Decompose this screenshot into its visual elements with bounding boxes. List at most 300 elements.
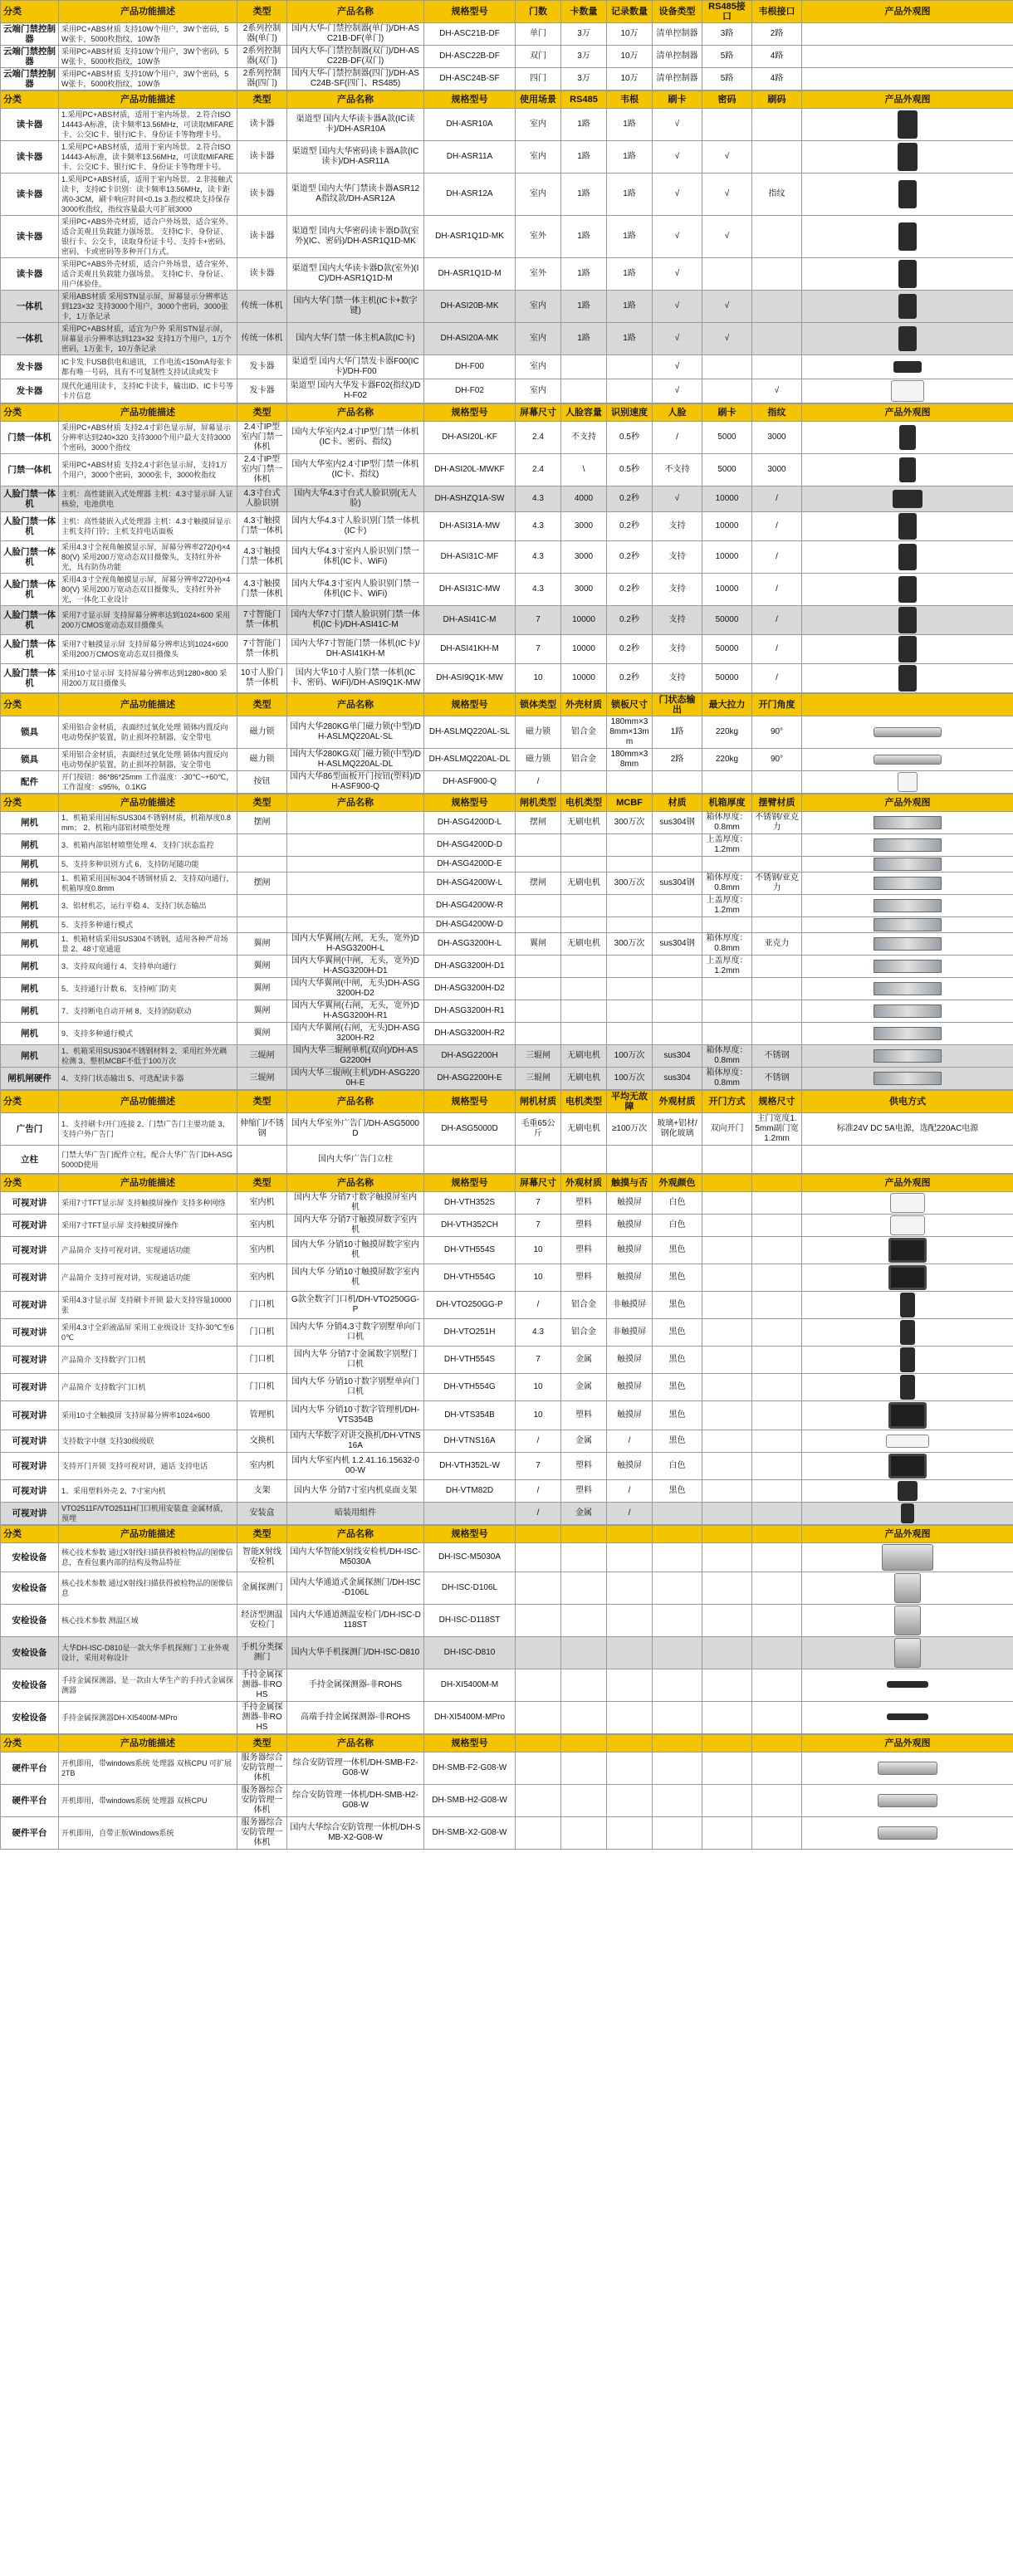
product-image [802, 1702, 1013, 1734]
value-cell [516, 956, 561, 978]
column-header: 产品名称 [287, 1175, 424, 1192]
value-cell [287, 895, 424, 917]
column-header: 产品外观图 [802, 794, 1013, 812]
product-image [802, 1637, 1013, 1669]
description-cell: 采用10寸显示屏 支持屏幕分辨率达到1280×800 采用200万双目摄像头 [59, 664, 237, 693]
header-row [1, 1091, 1013, 1113]
category-cell: 可视对讲 [1, 1319, 59, 1347]
value-cell: 10000 [702, 486, 752, 512]
column-header: 产品外观图 [802, 404, 1013, 422]
value-cell: 国内大华翼闸(左闸，无头，宽外)DH-ASG3200H-L [287, 933, 424, 956]
value-cell: 国内大华 分销4.3寸数字别墅单向门口机 [287, 1319, 424, 1347]
table-row [1, 1113, 1013, 1146]
category-cell: 闸机 [1, 834, 59, 857]
description-cell: 采用PC+ABS外壳材质，适合户外场景，适合室外、适合美观且负载能力强场景。 支持IC卡、身份证、用户体验佳。 [59, 258, 237, 291]
value-cell: / [516, 1292, 561, 1319]
value-cell [802, 68, 1013, 90]
value-cell [653, 1503, 702, 1525]
value-cell [653, 956, 702, 978]
value-cell [561, 1752, 607, 1785]
value-cell [516, 1702, 561, 1734]
value-cell: 黑色 [653, 1374, 702, 1401]
value-cell: 铝合金 [561, 1292, 607, 1319]
column-header: 门状态输出 [653, 694, 702, 716]
value-cell [516, 1000, 561, 1023]
column-header [752, 1526, 802, 1543]
value-cell [561, 1817, 607, 1850]
value-cell: √ [653, 379, 702, 403]
value-cell [752, 1572, 802, 1605]
value-cell: 高端手持金属探测器-非ROHS [287, 1702, 424, 1734]
column-header: 电机类型 [561, 794, 607, 812]
value-cell: sus304钢 [653, 873, 702, 895]
table-row [1, 1785, 1013, 1817]
description-cell: 采用铝合金材质，表面经过氧化处理 锁体内置反向电动势保护装置，防止损坏控制器，安全带电 [59, 749, 237, 771]
value-cell [653, 1023, 702, 1045]
table-row [1, 1401, 1013, 1430]
product-photo-icon [888, 1454, 927, 1479]
column-header: 产品功能描述 [59, 404, 237, 422]
value-cell: 国内大华翼闸(中闸，无头)DH-ASG3200H-D2 [287, 978, 424, 1000]
value-cell: 无刷电机 [561, 1045, 607, 1068]
value-cell: 指纹 [752, 174, 802, 216]
value-cell [561, 956, 607, 978]
product-image [802, 486, 1013, 512]
value-cell: 清单控制器 [653, 23, 702, 46]
value-cell: DH-ASI20A-MK [424, 323, 516, 355]
product-image [802, 956, 1013, 978]
description-cell: 产品简介 支持数字门口机 [59, 1347, 237, 1374]
value-cell: 10万 [607, 68, 653, 90]
table-row [1, 1572, 1013, 1605]
column-header [561, 1526, 607, 1543]
value-cell [752, 1543, 802, 1572]
value-cell [287, 917, 424, 933]
product-photo-icon [874, 838, 942, 852]
value-cell: 5000 [702, 454, 752, 486]
value-cell: 1路 [607, 216, 653, 258]
value-cell: 国内大华手机探测门/DH-ISC-D810 [287, 1637, 424, 1669]
value-cell [516, 895, 561, 917]
value-cell: 2路 [653, 749, 702, 771]
header-row [1, 1175, 1013, 1192]
value-cell [607, 355, 653, 379]
table-row [1, 379, 1013, 403]
value-cell: √ [702, 216, 752, 258]
column-header: 分类 [1, 404, 59, 422]
column-header: 人脸 [653, 404, 702, 422]
value-cell: 手机分类探测门 [237, 1637, 287, 1669]
column-header: 锁板尺寸 [607, 694, 653, 716]
value-cell: 3000 [752, 454, 802, 486]
value-cell: 室内 [516, 174, 561, 216]
value-cell [516, 917, 561, 933]
column-header: 闸机类型 [516, 794, 561, 812]
value-cell: 触摸屏 [607, 1264, 653, 1292]
value-cell: 渠道型 国内大华发卡器F02(指纹)/DH-F02 [287, 379, 424, 403]
table-row [1, 716, 1013, 749]
column-header: 规格型号 [424, 694, 516, 716]
product-photo-icon [898, 222, 917, 251]
product-photo-icon [874, 877, 942, 890]
value-cell: 50000 [702, 606, 752, 635]
value-cell: 2.4寸IP型室内门禁一体机 [237, 454, 287, 486]
value-cell [702, 379, 752, 403]
value-cell: 管理机 [237, 1401, 287, 1430]
column-header: 屏幕尺寸 [516, 1175, 561, 1192]
value-cell [516, 834, 561, 857]
product-photo-icon [888, 1238, 927, 1263]
description-cell: 开机即用，带windows系统 处理器 双核CPU [59, 1785, 237, 1817]
category-cell: 云端门禁控制器 [1, 23, 59, 46]
column-header: 产品名称 [287, 1, 424, 23]
value-cell: 室内 [516, 355, 561, 379]
value-cell: 国内大华4.3寸台式人脸识别(无人脸) [287, 486, 424, 512]
section-security-table [0, 1525, 1013, 1734]
value-cell: 国内大华翼闸(中闸，无头，宽外)DH-ASG3200H-D1 [287, 956, 424, 978]
value-cell: 2路 [752, 23, 802, 46]
category-cell: 广告门 [1, 1113, 59, 1146]
value-cell: 3路 [702, 23, 752, 46]
table-row [1, 873, 1013, 895]
description-cell: 采用PC+ABS材质 支持2.4寸彩色显示屏，支持1万个用户，3000个密码，3000张卡，3000枚指纹 [59, 454, 237, 486]
value-cell: 渠道型 国内大华门禁读卡器ASR12A指纹款/DH-ASR12A [287, 174, 424, 216]
value-cell: 箱体厚度：0.8mm [702, 873, 752, 895]
value-cell [752, 978, 802, 1000]
table-row [1, 323, 1013, 355]
description-cell: 采用4.3寸显示屏 支持刷卡开锁 最大支持容量10000张 [59, 1292, 237, 1319]
value-cell: 摆闸 [516, 873, 561, 895]
table-row [1, 1023, 1013, 1045]
value-cell [516, 857, 561, 873]
column-header: 规格型号 [424, 1, 516, 23]
table-row [1, 68, 1013, 90]
table-row [1, 422, 1013, 454]
category-cell: 闸机 [1, 812, 59, 834]
value-cell: 无刷电机 [561, 873, 607, 895]
value-cell [607, 978, 653, 1000]
product-image [802, 1430, 1013, 1453]
product-photo-icon [898, 513, 917, 540]
value-cell: √ [653, 291, 702, 323]
value-cell [653, 1752, 702, 1785]
value-cell: DH-ASG4200W-D [424, 917, 516, 933]
column-header: MCBF [607, 794, 653, 812]
product-image [802, 716, 1013, 749]
category-cell: 闸机 [1, 917, 59, 933]
value-cell: ≥100万次 [607, 1113, 653, 1146]
description-cell: 1、机箱采用SUS304不锈钢材料 2、采用红外光耦检测 3、整机MCBF不低于100万次 [59, 1045, 237, 1068]
value-cell: 1路 [607, 323, 653, 355]
column-header: 记录数量 [607, 1, 653, 23]
column-header: 开门角度 [752, 694, 802, 716]
table-row [1, 216, 1013, 258]
value-cell: 国内大华通道式金属探测门/DH-ISC-D106L [287, 1572, 424, 1605]
value-cell [702, 1023, 752, 1045]
value-cell: 2.4寸IP型室内门禁一体机 [237, 422, 287, 454]
product-photo-icon [887, 1681, 928, 1688]
product-photo-icon [874, 1027, 942, 1040]
product-photo-icon [898, 576, 917, 603]
value-cell: 铝合金 [561, 749, 607, 771]
value-cell: 1路 [561, 323, 607, 355]
value-cell [516, 1817, 561, 1850]
value-cell: 不锈钢/亚克力 [752, 873, 802, 895]
product-image [802, 771, 1013, 794]
value-cell [561, 1146, 607, 1174]
value-cell: DH-VTH554G [424, 1264, 516, 1292]
value-cell: 国内大华翼闸(右闸，无头，宽外)DH-ASG3200H-R1 [287, 1000, 424, 1023]
value-cell: DH-XI5400M-M [424, 1669, 516, 1702]
product-image [802, 1292, 1013, 1319]
value-cell: 1路 [607, 109, 653, 141]
category-cell: 人脸门禁一体机 [1, 606, 59, 635]
product-photo-icon [898, 143, 918, 171]
product-photo-icon [898, 544, 917, 570]
table-row [1, 1347, 1013, 1374]
column-header: 识别速度 [607, 404, 653, 422]
value-cell: 黑色 [653, 1430, 702, 1453]
value-cell: 国内大华智能X射线安检机/DH-ISC-M5030A [287, 1543, 424, 1572]
product-photo-icon [878, 1826, 937, 1840]
column-header: 规格型号 [424, 1735, 516, 1752]
value-cell: 门口机 [237, 1319, 287, 1347]
table-row [1, 1543, 1013, 1572]
value-cell [702, 1319, 752, 1347]
value-cell [653, 978, 702, 1000]
value-cell: / [752, 541, 802, 574]
product-photo-icon [891, 380, 924, 402]
category-cell: 闸机 [1, 978, 59, 1000]
value-cell: 发卡器 [237, 379, 287, 403]
value-cell [752, 1480, 802, 1503]
value-cell [702, 1480, 752, 1503]
value-cell: 无刷电机 [561, 1068, 607, 1090]
category-cell: 人脸门禁一体机 [1, 574, 59, 606]
value-cell: 7 [516, 1192, 561, 1215]
value-cell [702, 1543, 752, 1572]
table-row [1, 978, 1013, 1000]
value-cell [752, 1000, 802, 1023]
value-cell [702, 1605, 752, 1637]
value-cell [607, 917, 653, 933]
value-cell: 180mm×38mm [607, 749, 653, 771]
value-cell: 黑色 [653, 1319, 702, 1347]
value-cell [607, 956, 653, 978]
value-cell: DH-ASG2200H-E [424, 1068, 516, 1090]
value-cell: / [752, 486, 802, 512]
column-header: 规格型号 [424, 1091, 516, 1113]
description-cell: 3、支持双向通行 4、支持单向通行 [59, 956, 237, 978]
value-cell: 清单控制器 [653, 46, 702, 68]
value-cell [752, 109, 802, 141]
category-cell: 发卡器 [1, 379, 59, 403]
table-row [1, 1702, 1013, 1734]
table-row [1, 1292, 1013, 1319]
value-cell: 标准24V DC 5A电源，选配220AC电源 [802, 1113, 1013, 1146]
description-cell: 现代化通用读卡，支持IC卡读卡，输出ID、IC卡号等卡片信息 [59, 379, 237, 403]
value-cell: 220kg [702, 749, 752, 771]
value-cell [237, 857, 287, 873]
value-cell [653, 1669, 702, 1702]
product-image [802, 749, 1013, 771]
value-cell: DH-ASC22B-DF [424, 46, 516, 68]
value-cell [752, 1319, 802, 1347]
value-cell: 箱体厚度：0.8mm [702, 1068, 752, 1090]
value-cell: DH-ASR1Q1D-M [424, 258, 516, 291]
column-header: 类型 [237, 794, 287, 812]
value-cell: 服务器综合安防管理一体机 [237, 1752, 287, 1785]
value-cell [702, 978, 752, 1000]
column-header [702, 1175, 752, 1192]
product-photo-icon [893, 490, 922, 508]
value-cell [516, 1785, 561, 1817]
value-cell: 国内大华 分销10寸数字管理机/DH-VTS354B [287, 1401, 424, 1430]
value-cell: DH-ISC-D106L [424, 1572, 516, 1605]
value-cell: 上盖厚度：1.2mm [702, 834, 752, 857]
product-photo-icon [898, 665, 917, 692]
value-cell: 塑料 [561, 1215, 607, 1237]
value-cell: 磁力锁 [516, 716, 561, 749]
category-cell: 可视对讲 [1, 1430, 59, 1453]
category-cell: 可视对讲 [1, 1374, 59, 1401]
product-image [802, 1192, 1013, 1215]
value-cell [752, 1192, 802, 1215]
product-image [802, 216, 1013, 258]
value-cell: 1路 [607, 141, 653, 174]
category-cell: 读卡器 [1, 258, 59, 291]
category-cell: 安检设备 [1, 1543, 59, 1572]
value-cell [653, 834, 702, 857]
category-cell: 闸机 [1, 857, 59, 873]
value-cell [607, 1000, 653, 1023]
value-cell: / [516, 1503, 561, 1525]
column-header [607, 1735, 653, 1752]
column-header: 规格尺寸 [752, 1091, 802, 1113]
section-face-table [0, 403, 1013, 693]
value-cell: 磁力锁 [516, 749, 561, 771]
table-row [1, 541, 1013, 574]
product-image [802, 1503, 1013, 1525]
value-cell: 金属 [561, 1374, 607, 1401]
value-cell [752, 1292, 802, 1319]
column-header: 产品功能描述 [59, 91, 237, 109]
value-cell: 金属 [561, 1347, 607, 1374]
value-cell: √ [702, 174, 752, 216]
value-cell: 不锈钢 [752, 1045, 802, 1068]
column-header: 类型 [237, 404, 287, 422]
description-cell: 手持金属探测器DH-XI5400M-MPro [59, 1702, 237, 1734]
value-cell: 无刷电机 [561, 1113, 607, 1146]
value-cell: 国内大华综合安防管理一体机/DH-SMB-X2-G08-W [287, 1817, 424, 1850]
value-cell: DH-F00 [424, 355, 516, 379]
value-cell: 4.3 [516, 574, 561, 606]
value-cell: √ [653, 486, 702, 512]
value-cell [653, 1817, 702, 1850]
value-cell [607, 1146, 653, 1174]
value-cell: 国内大华 分销7寸触摸屏数字室内机 [287, 1215, 424, 1237]
description-cell: 采用4.3寸全视角触摸显示屏，屏幕分辨率272(H)×480(V) 采用200万宽动态双目摄像头，支持红外补光，一体化工业设计 [59, 574, 237, 606]
description-cell: 5、支持多种通行模式 [59, 917, 237, 933]
value-cell: 3万 [561, 23, 607, 46]
product-photo-icon [898, 607, 917, 633]
value-cell: 国内大华280KG单门磁力锁(中型)/DH-ASLMQ220AL-SL [287, 716, 424, 749]
value-cell [653, 917, 702, 933]
value-cell: 1路 [561, 258, 607, 291]
value-cell: 非触摸屏 [607, 1292, 653, 1319]
value-cell: √ [653, 141, 702, 174]
category-cell: 读卡器 [1, 141, 59, 174]
description-cell: 主机：高性能嵌入式处理器 主机：4.3寸显示屏 人证核验，电池供电 [59, 486, 237, 512]
column-header: 触摸与否 [607, 1175, 653, 1192]
value-cell [752, 771, 802, 794]
table-row [1, 771, 1013, 794]
value-cell: DH-ASF900-Q [424, 771, 516, 794]
value-cell [653, 1785, 702, 1817]
column-header: 外观材质 [561, 1175, 607, 1192]
value-cell: DH-ASG4200D-E [424, 857, 516, 873]
value-cell: 1路 [561, 291, 607, 323]
column-header: 产品功能描述 [59, 794, 237, 812]
column-header [653, 1735, 702, 1752]
column-header: 供电方式 [802, 1091, 1013, 1113]
description-cell: 采用PC+ABS材质 支持10W个用户，3W个密码，5W张卡，5000枚指纹，10W条 [59, 68, 237, 90]
column-header: 卡数量 [561, 1, 607, 23]
value-cell: 国内大华通道测温安检门/DH-ISC-D118ST [287, 1605, 424, 1637]
product-image [802, 1401, 1013, 1430]
category-cell: 云端门禁控制器 [1, 68, 59, 90]
table-row [1, 174, 1013, 216]
product-image [802, 1319, 1013, 1347]
value-cell: 四门 [516, 68, 561, 90]
value-cell [752, 1146, 802, 1174]
description-cell: 5、支持多种识别方式 6、支持防尾随功能 [59, 857, 237, 873]
category-cell: 读卡器 [1, 109, 59, 141]
value-cell: 3000 [561, 512, 607, 541]
column-header: 刷卡 [653, 91, 702, 109]
value-cell [561, 379, 607, 403]
column-header: 类型 [237, 1526, 287, 1543]
category-cell: 锁具 [1, 716, 59, 749]
value-cell: / [653, 422, 702, 454]
value-cell [516, 978, 561, 1000]
value-cell: 不支持 [561, 422, 607, 454]
category-cell: 安检设备 [1, 1637, 59, 1669]
column-header: 产品名称 [287, 694, 424, 716]
value-cell: 90° [752, 749, 802, 771]
product-photo-icon [898, 1481, 918, 1501]
description-cell: 产品简介 支持数字门口机 [59, 1374, 237, 1401]
value-cell [752, 1023, 802, 1045]
column-header: 产品功能描述 [59, 1735, 237, 1752]
value-cell: 室外 [516, 216, 561, 258]
description-cell: 采用PC+ABS外壳材质，适合户外场景，适合室外、适合美观且负载能力强场景。 支持IC卡、身份证、银行卡、公交卡，读取身份证卡号、支持卡+密码、密码、卡或密码等多种开门方式。 [59, 216, 237, 258]
value-cell: 渠道型 国内大华密码读卡器A款(IC读卡)/DH-ASR11A [287, 141, 424, 174]
value-cell [607, 771, 653, 794]
value-cell [702, 109, 752, 141]
table-row [1, 956, 1013, 978]
value-cell: 国内大华室内2.4寸IP型门禁一体机(IC卡、指纹) [287, 454, 424, 486]
category-cell: 人脸门禁一体机 [1, 486, 59, 512]
product-photo-icon [898, 326, 917, 351]
product-image [802, 1480, 1013, 1503]
value-cell: 国内大华4.3寸室内人脸识别门禁一体机(IC卡、WiFi) [287, 541, 424, 574]
product-photo-icon [874, 755, 942, 765]
product-photo-icon [874, 1049, 942, 1063]
product-photo-icon [898, 636, 917, 662]
value-cell: 国内大华门禁一体主机A款(IC卡) [287, 323, 424, 355]
value-cell [237, 1146, 287, 1174]
